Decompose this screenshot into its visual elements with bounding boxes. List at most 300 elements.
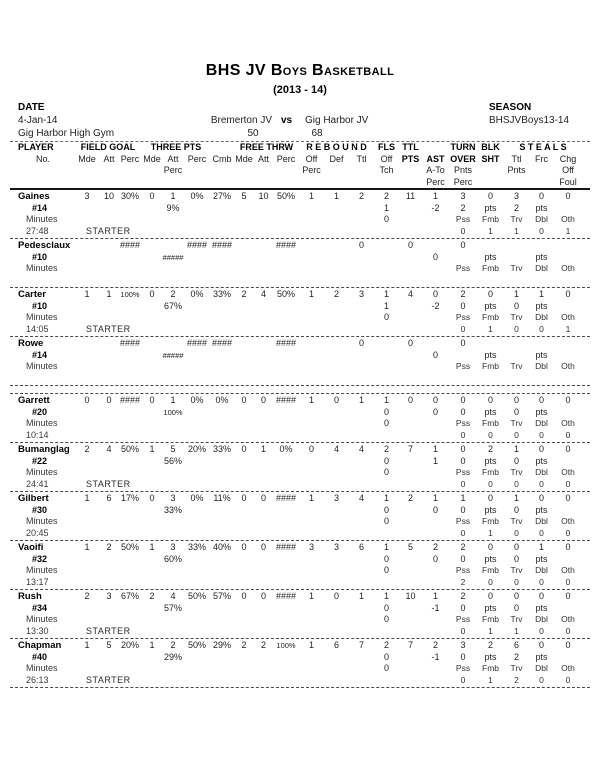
col-header-fg-att: Att	[103, 153, 115, 164]
minutes-value: 13:17	[26, 576, 49, 587]
turnover-type-label-oth: Oth	[561, 614, 575, 624]
stat-cell-to-trv: 0	[514, 429, 519, 440]
stat-cell-ast-ato: -2	[431, 202, 440, 213]
col-header-pts: PTS	[401, 153, 420, 164]
minutes-value: 13:30	[26, 625, 49, 636]
stat-cell-to-trv: 0	[514, 323, 519, 334]
table-row	[10, 165, 590, 177]
col-header-st-pnts: Pnts	[507, 165, 526, 175]
stat-cell-to-oth: 0	[565, 527, 571, 538]
stat-cell-tp-att-perc: 9%	[166, 202, 180, 213]
turnover-type-label-fmb: Fmb	[482, 565, 499, 575]
turnover-type-label-oth: Oth	[561, 312, 575, 322]
table-row	[10, 395, 590, 407]
stat-cell-tp-cmb: 27%	[212, 191, 231, 201]
player-name: Vaoifi	[18, 542, 44, 553]
table-row	[10, 505, 590, 517]
col-header-ast: AST	[426, 153, 445, 164]
report-subtitle: (2013 - 14)	[273, 84, 327, 96]
col-header-fg-mde: Mde	[78, 153, 96, 164]
turnover-type-label-trv: Trv	[510, 614, 523, 624]
table-row	[10, 275, 590, 287]
col-header-reb-off-perc: Perc	[302, 165, 321, 175]
table-row	[10, 203, 590, 215]
starter-label: STARTER	[86, 674, 131, 685]
player-separator	[10, 687, 590, 688]
turnover-type-label-trv: Trv	[510, 516, 523, 526]
season-value: BHSJVBoys13-14	[489, 115, 570, 126]
stat-cell-fls: 1	[383, 289, 389, 299]
stat-cell-fls-3: 0	[383, 214, 389, 224]
stat-cell-fg-perc: ####	[119, 338, 141, 348]
stat-cell-to-pss: 0	[460, 527, 466, 538]
minutes-label: Minutes	[26, 467, 58, 477]
stat-cell-to-fmb: 1	[488, 323, 493, 334]
stat-cell-tp-perc: 0%	[190, 191, 204, 201]
home-team: Gig Harbor JV	[305, 115, 369, 126]
turnover-type-label-pss: Pss	[455, 516, 471, 526]
stat-cell-ft-perc: ####	[275, 395, 297, 405]
col-header-rebound: R E B O U N D	[306, 142, 367, 152]
stat-cell-over: 2	[460, 591, 466, 601]
turnover-type-label-dbl: Dbl	[535, 418, 548, 428]
stat-cell-reb-off: 1	[308, 191, 314, 201]
stat-cell-pts: 10	[405, 591, 416, 601]
stat-cell-tp-mde: 1	[149, 542, 155, 552]
stat-cell-to-dbl: 0	[539, 478, 544, 489]
stat-cell-reb-ttl: 1	[358, 395, 364, 405]
stat-cell-st-chg: 0	[565, 289, 571, 299]
stat-cell-pts: 5	[407, 542, 413, 552]
col-header-tp-mde: Mde	[143, 153, 161, 164]
stat-cell-fg-att: 0	[106, 395, 112, 405]
stat-cell-fg-att: 3	[106, 591, 112, 601]
stat-cell-sht: 0	[487, 395, 493, 405]
stat-cell-to-pss: 2	[460, 576, 466, 587]
stat-cell-reb-def: 4	[333, 444, 339, 454]
turnover-type-label-pss: Pss	[455, 312, 471, 322]
turnover-type-label-dbl: Dbl	[535, 214, 548, 224]
turnover-type-label-dbl: Dbl	[535, 663, 548, 673]
turnover-type-label-trv: Trv	[510, 565, 523, 575]
player-name: Gilbert	[18, 493, 49, 504]
stat-cell-to-dbl: 0	[539, 674, 544, 685]
stat-cell-tp-cmb: 0%	[215, 395, 229, 405]
stat-cell-pts: 7	[407, 444, 413, 454]
table-row	[10, 154, 590, 166]
stat-cell-st-ttl: 0	[513, 591, 519, 601]
stat-cell-st-ttl: 1	[513, 444, 519, 454]
starter-label: STARTER	[86, 225, 131, 236]
col-header-over: OVER	[450, 153, 476, 164]
minutes-value: 14:05	[26, 323, 49, 334]
player-number: #40	[32, 651, 48, 662]
stat-cell-over: 0	[460, 444, 466, 454]
stat-cell-reb-off: 3	[308, 542, 314, 552]
table-row	[10, 542, 590, 554]
stat-cell-tp-cmb: 33%	[212, 289, 231, 299]
player-number: #22	[32, 455, 48, 466]
minutes-label: Minutes	[26, 361, 58, 371]
turnover-type-label-trv: Trv	[510, 361, 523, 371]
blk-pts-label: pts	[484, 300, 497, 311]
stat-cell-reb-ttl: 4	[358, 444, 364, 454]
stat-cell-st-ttl: 6	[513, 640, 519, 650]
stat-cell-fls: 2	[383, 640, 389, 650]
stat-cell-ft-att: 0	[260, 591, 266, 601]
stat-cell-over: 2	[460, 289, 466, 299]
col-header-ttl: TTL	[402, 142, 419, 152]
minutes-label: Minutes	[26, 565, 58, 575]
stat-cell-to-oth: 1	[565, 323, 571, 334]
stat-cell-over-pnts: 0	[460, 504, 466, 515]
stat-cell-tp-att-perc: 33%	[163, 504, 182, 515]
stat-cell-tp-mde: 0	[149, 395, 155, 405]
stat-cell-fg-mde: 3	[84, 191, 90, 201]
stat-cell-fg-att: 5	[106, 640, 112, 650]
stat-cell-st-frc: 1	[538, 542, 544, 552]
stat-cell-pts: 0	[407, 338, 413, 348]
stat-cell-st-frc: 0	[538, 395, 544, 405]
stat-cell-to-oth: 0	[565, 576, 571, 587]
turnover-type-label-pss: Pss	[455, 467, 471, 477]
minutes-label: Minutes	[26, 614, 58, 624]
player-number: #10	[32, 251, 48, 262]
stat-cell-ast: 1	[432, 191, 438, 201]
turnover-type-label-oth: Oth	[561, 214, 575, 224]
stat-cell-tp-att: 2	[170, 289, 176, 299]
turnover-type-label-dbl: Dbl	[535, 361, 548, 371]
stat-cell-reb-def: 6	[333, 640, 339, 650]
stat-cell-tp-att: 1	[170, 191, 176, 201]
stat-cell-ft-mde: 0	[241, 444, 247, 454]
stat-cell-to-dbl: 0	[539, 429, 544, 440]
table-row	[10, 324, 590, 336]
table-row	[10, 591, 590, 603]
minutes-value: 20:45	[26, 527, 49, 538]
stat-cell-sht: 0	[487, 591, 493, 601]
stat-cell-reb-def: 2	[333, 289, 339, 299]
stat-cell-fg-mde: 2	[84, 591, 90, 601]
stat-cell-ast-ato: -1	[431, 602, 440, 613]
stat-cell-to-trv: 1	[514, 625, 519, 636]
stat-cell-tp-mde: 2	[149, 591, 155, 601]
stat-cell-fg-mde: 0	[84, 395, 90, 405]
turnover-type-label-dbl: Dbl	[535, 263, 548, 273]
stat-cell-to-fmb: 1	[488, 625, 493, 636]
stat-cell-ft-mde: 0	[241, 395, 247, 405]
turnover-type-label-pss: Pss	[455, 418, 471, 428]
stat-cell-pts: 0	[407, 240, 413, 250]
stat-cell-pts: 2	[407, 493, 413, 503]
col-header-ast-perc: Perc	[426, 176, 445, 187]
stat-cell-ft-att: 2	[260, 640, 266, 650]
turnover-type-label-fmb: Fmb	[482, 263, 499, 273]
table-row	[10, 528, 590, 540]
stat-cell-to-oth: 0	[565, 625, 571, 636]
stat-cell-reb-def: 1	[333, 191, 339, 201]
stat-cell-ft-att: 0	[260, 542, 266, 552]
table-row	[10, 191, 590, 203]
player-separator	[10, 336, 590, 337]
turnover-type-label-dbl: Dbl	[535, 312, 548, 322]
stat-cell-to-fmb: 0	[488, 429, 493, 440]
stat-cell-st-ttl: 1	[513, 493, 519, 503]
turnover-type-label-oth: Oth	[561, 516, 575, 526]
starter-label: STARTER	[86, 625, 131, 636]
player-separator	[10, 491, 590, 492]
stat-cell-fls-2: 0	[383, 504, 389, 515]
stat-cell-to-pss: 0	[460, 478, 466, 489]
stat-cell-pts: 7	[407, 640, 413, 650]
stat-cell-tp-cmb: 40%	[212, 542, 231, 552]
minutes-value: 24:41	[26, 478, 49, 489]
stat-cell-tp-perc: 0%	[190, 289, 204, 299]
stat-cell-ast-ato: -2	[431, 300, 440, 311]
stat-cell-ast: 0	[432, 289, 438, 299]
stat-cell-fg-perc: 30%	[120, 191, 139, 201]
stat-cell-st-frc: 0	[538, 191, 544, 201]
stat-cell-ft-perc: ####	[275, 542, 297, 552]
stat-cell-fls: 1	[383, 591, 389, 601]
stat-cell-ft-att: 1	[260, 444, 266, 454]
stat-cell-ast-ato: 0	[432, 553, 438, 564]
stat-cell-ft-perc: 0%	[279, 444, 293, 454]
stat-cell-reb-off: 1	[308, 493, 314, 503]
stat-cell-tp-att: 3	[170, 542, 176, 552]
stat-cell-st-chg: 0	[565, 542, 571, 552]
stat-cell-to-fmb: 0	[488, 478, 493, 489]
turnover-type-label-dbl: Dbl	[535, 516, 548, 526]
stat-cell-steal-pnts: 0	[513, 300, 519, 311]
player-name: Garrett	[18, 395, 50, 406]
stat-cell-to-trv: 0	[514, 478, 519, 489]
stat-cell-ft-att: 10	[258, 191, 269, 201]
stat-cell-tp-att: 1	[170, 395, 176, 405]
stat-cell-ast-ato: 0	[432, 251, 438, 262]
stat-cell-ast: 2	[432, 542, 438, 552]
starter-label: STARTER	[86, 478, 131, 489]
turnover-type-label-pss: Pss	[455, 214, 471, 224]
stat-cell-tp-perc: ####	[186, 338, 208, 348]
stat-cell-fls-3: 0	[383, 467, 389, 477]
stat-cell-over-pnts: 0	[460, 300, 466, 311]
player-separator	[10, 238, 590, 239]
turnover-type-label-fmb: Fmb	[482, 467, 499, 477]
player-number: #30	[32, 504, 48, 515]
stat-cell-to-fmb: 1	[488, 674, 493, 685]
stat-cell-reb-off: 1	[308, 395, 314, 405]
stat-cell-over-pnts: 0	[460, 406, 466, 417]
stat-cell-over: 3	[460, 191, 466, 201]
table-row	[10, 373, 590, 385]
turnover-type-label-pss: Pss	[455, 663, 471, 673]
stat-cell-ast: 1	[432, 591, 438, 601]
minutes-label: Minutes	[26, 312, 58, 322]
stat-cell-tp-mde: 0	[149, 191, 155, 201]
stat-cell-tp-perc: 50%	[187, 591, 206, 601]
stat-cell-st-chg: 0	[565, 493, 571, 503]
col-header-three-pts: THREE PTS	[150, 142, 202, 152]
section-separator	[10, 393, 590, 394]
stat-cell-fls-3: 0	[383, 663, 389, 673]
stat-cell-tp-perc: 0%	[190, 395, 204, 405]
turnover-type-label-trv: Trv	[510, 418, 523, 428]
steal-pts-label: pts	[535, 202, 548, 213]
player-number: #34	[32, 602, 48, 613]
player-separator	[10, 287, 590, 288]
stat-cell-reb-off: 1	[308, 591, 314, 601]
stat-cell-fg-att: 10	[103, 191, 114, 201]
stat-cell-fg-perc: ####	[119, 240, 141, 250]
steal-pts-label: pts	[535, 455, 548, 466]
stat-cell-fls-2: 1	[383, 300, 389, 311]
stat-cell-tp-perc: ####	[186, 240, 208, 250]
stat-cell-tp-perc: 50%	[187, 640, 206, 650]
stat-cell-tp-mde: 0	[149, 493, 155, 503]
stat-cell-tp-mde: 1	[149, 444, 155, 454]
table-row	[10, 177, 590, 189]
stat-cell-fls-3: 0	[383, 516, 389, 526]
stat-cell-to-fmb: 1	[488, 225, 493, 236]
player-name: Rowe	[18, 338, 44, 349]
turnover-type-label-trv: Trv	[510, 263, 523, 273]
stat-cell-to-pss: 0	[460, 323, 466, 334]
stat-cell-tp-att-perc: 57%	[163, 602, 182, 613]
stat-cell-to-pss: 0	[460, 674, 466, 685]
col-header-reb-def: Def	[329, 153, 344, 164]
stat-cell-to-dbl: 0	[539, 527, 544, 538]
turnover-type-label-fmb: Fmb	[482, 516, 499, 526]
stat-cell-fg-perc: 17%	[120, 493, 139, 503]
table-row	[10, 142, 590, 154]
table-row	[10, 577, 590, 589]
starter-label: STARTER	[86, 323, 131, 334]
stat-cell-to-fmb: 0	[488, 576, 493, 587]
stat-cell-st-chg: 0	[565, 640, 571, 650]
table-row	[10, 652, 590, 664]
stat-cell-reb-def: 0	[333, 591, 339, 601]
turnover-type-label-dbl: Dbl	[535, 467, 548, 477]
table-row	[10, 467, 590, 479]
stat-cell-ft-mde: 0	[241, 542, 247, 552]
stat-cell-reb-def: 0	[333, 395, 339, 405]
stat-cell-tp-cmb: ####	[211, 240, 233, 250]
stat-cell-fg-att: 1	[106, 289, 112, 299]
turnover-type-label-fmb: Fmb	[482, 214, 499, 224]
stat-cell-tp-mde: 0	[149, 289, 155, 299]
stat-cell-ast: 2	[432, 640, 438, 650]
col-header-ft-att: Att	[257, 153, 269, 164]
stat-cell-tp-att-perc: 100%	[163, 407, 183, 417]
player-name: Chapman	[18, 640, 62, 651]
col-header-field-goal: FIELD GOAL	[80, 142, 136, 152]
col-header-chg-off: Off	[562, 165, 574, 175]
stat-cell-to-trv: 1	[514, 225, 519, 236]
blk-pts-label: pts	[484, 455, 497, 466]
stat-cell-fg-mde: 1	[84, 542, 90, 552]
stat-cell-steal-pnts: 0	[513, 455, 519, 466]
stat-cell-ft-mde: 0	[241, 591, 247, 601]
col-header-tp-perc: Perc	[187, 153, 207, 164]
stat-cell-fg-perc: 50%	[120, 444, 139, 454]
turnover-type-label-dbl: Dbl	[535, 614, 548, 624]
date-value: 4-Jan-14	[18, 115, 58, 126]
col-header-fls: Off	[380, 153, 393, 164]
turnover-type-label-fmb: Fmb	[482, 663, 499, 673]
stat-cell-tp-perc: 33%	[187, 542, 206, 552]
stat-cell-reb-def: 3	[333, 493, 339, 503]
stat-cell-sht: 2	[487, 640, 493, 650]
table-row	[10, 350, 590, 362]
stat-cell-to-dbl: 0	[539, 576, 544, 587]
stat-cell-fg-perc: 67%	[120, 591, 139, 601]
col-header-tp-att: Att	[167, 153, 179, 164]
stat-cell-sht: 2	[487, 444, 493, 454]
stat-cell-ft-perc: ####	[275, 240, 297, 250]
steal-pts-label: pts	[535, 300, 548, 311]
stat-cell-sht: 0	[487, 542, 493, 552]
report-title: BHS JV Boys Basketball	[205, 62, 395, 79]
steal-pts-label: pts	[535, 251, 548, 262]
col-header-over-pnts: Pnts	[453, 165, 472, 175]
stat-cell-pts: 11	[405, 191, 416, 201]
stat-cell-reb-ttl: 7	[358, 640, 364, 650]
steal-pts-label: pts	[535, 406, 548, 417]
stat-cell-reb-ttl: 0	[358, 240, 364, 250]
col-header-turn: TURN	[450, 142, 476, 152]
stat-cell-steal-pnts: 0	[513, 553, 519, 564]
turnover-type-label-pss: Pss	[455, 565, 471, 575]
stat-cell-fls-2: 1	[383, 202, 389, 213]
col-header-no: No.	[36, 153, 51, 164]
stat-cell-tp-cmb: 33%	[212, 444, 231, 454]
stat-cell-to-oth: 0	[565, 429, 571, 440]
stat-cell-ft-perc: ####	[275, 591, 297, 601]
stat-cell-fg-mde: 2	[84, 444, 90, 454]
stat-cell-over-pnts: 0	[460, 651, 466, 662]
stat-cell-over: 0	[460, 395, 466, 405]
stat-cell-ft-att: 4	[260, 289, 266, 299]
stat-cell-ast-ato: 0	[432, 504, 438, 515]
table-row	[10, 516, 590, 528]
blk-pts-label: pts	[484, 202, 497, 213]
stat-cell-ft-mde: 2	[241, 640, 247, 650]
stat-cell-to-pss: 0	[460, 225, 466, 236]
stat-cell-steal-pnts: 0	[513, 504, 519, 515]
blk-pts-label: pts	[484, 553, 497, 564]
table-row	[10, 456, 590, 468]
table-row	[10, 675, 590, 687]
stat-cell-to-oth: 0	[565, 478, 571, 489]
stat-cell-tp-att-perc: #####	[162, 350, 184, 360]
stat-cell-tp-att: 4	[170, 591, 176, 601]
player-number: #14	[32, 349, 48, 360]
stat-cell-ft-mde: 5	[241, 191, 247, 201]
table-row	[10, 430, 590, 442]
stat-cell-st-frc: 0	[538, 493, 544, 503]
stat-cell-reb-ttl: 6	[358, 542, 364, 552]
stat-cell-ft-mde: 0	[241, 493, 247, 503]
turnover-type-label-pss: Pss	[455, 263, 471, 273]
stat-cell-tp-cmb: 57%	[212, 591, 231, 601]
stat-cell-fg-perc: ####	[119, 395, 141, 405]
stat-cell-tp-att-perc: 60%	[163, 553, 182, 564]
stat-cell-to-dbl: 0	[539, 225, 544, 236]
table-row	[10, 493, 590, 505]
stat-cell-ft-perc: 50%	[276, 289, 295, 299]
stat-cell-over: 0	[460, 338, 466, 348]
